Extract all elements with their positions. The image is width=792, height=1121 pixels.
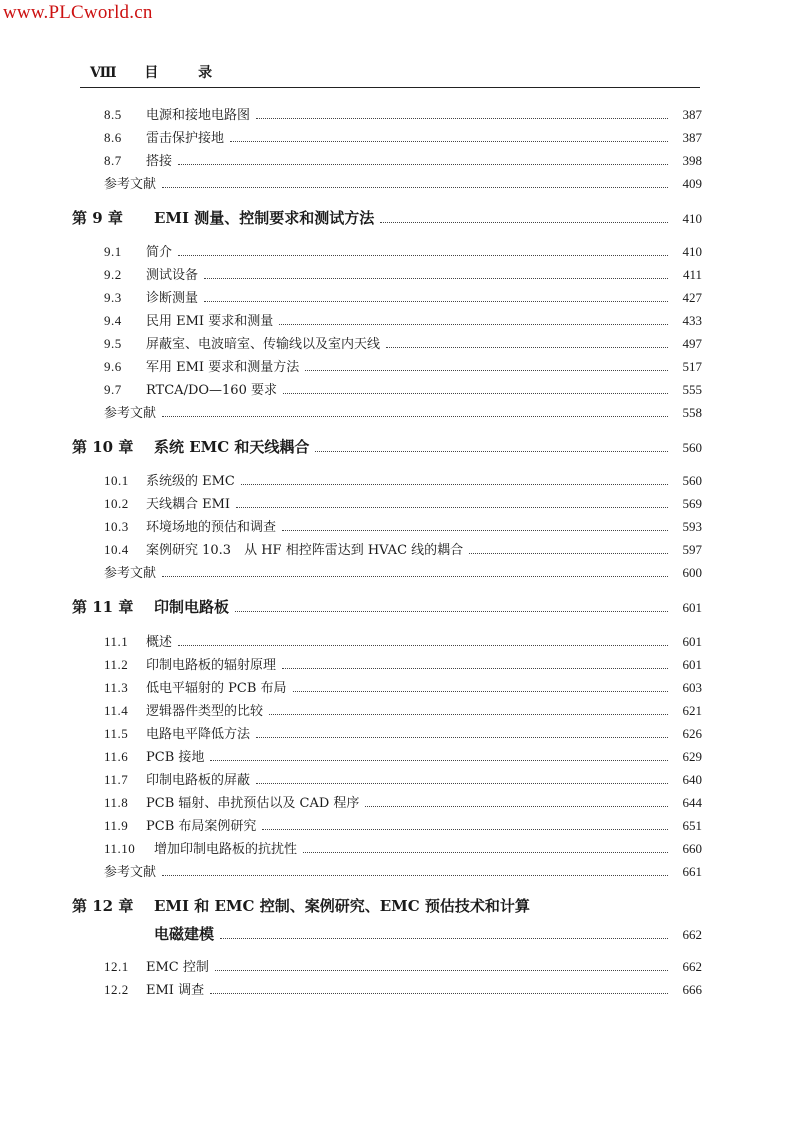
- toc-chapter-number: 第 12 章: [72, 897, 134, 915]
- page-number: 517: [682, 359, 702, 374]
- toc-section-title: 增加印制电路板的抗扰性: [154, 842, 298, 857]
- toc-section-row[interactable]: [104, 104, 702, 123]
- page-number: 621: [682, 703, 702, 718]
- toc-section-title: 简介: [146, 245, 173, 260]
- page-number: 410: [682, 244, 702, 259]
- toc-section-row[interactable]: [104, 979, 702, 998]
- dot-leader: [204, 278, 668, 279]
- page-number: 427: [682, 290, 702, 305]
- toc-chapter-number: 第 10 章: [72, 438, 134, 456]
- toc-section-number: 10.4: [104, 542, 129, 557]
- toc-section-title: 测试设备: [146, 268, 199, 283]
- toc-section-title: 雷击保护接地: [146, 131, 225, 146]
- toc-chapter-number: 第 11 章: [72, 598, 134, 616]
- dot-leader: [162, 576, 668, 577]
- dot-leader: [241, 484, 668, 485]
- toc-section-title: 概述: [146, 635, 173, 650]
- toc-section-title: 搭接: [146, 154, 173, 169]
- dot-leader: [469, 553, 668, 554]
- toc-section-number: 11.8: [104, 795, 129, 810]
- page-number: 603: [682, 680, 702, 695]
- toc-section-row[interactable]: [104, 700, 702, 719]
- page-number: 569: [682, 496, 702, 511]
- page-number: 560: [682, 440, 702, 455]
- toc-references-row[interactable]: [104, 861, 702, 880]
- toc-chapter-title-line: [72, 895, 534, 916]
- page-number: 411: [682, 267, 702, 282]
- dot-leader: [215, 970, 668, 971]
- toc-section-row[interactable]: [104, 654, 702, 673]
- page-number: 644: [682, 795, 702, 810]
- page-number: 601: [682, 634, 702, 649]
- toc-references-row[interactable]: [104, 562, 702, 581]
- dot-leader: [162, 187, 668, 188]
- page-number: 626: [682, 726, 702, 741]
- dot-leader: [235, 611, 668, 612]
- toc-section-number: 9.6: [104, 359, 122, 374]
- toc-section-title: 低电平辐射的 PCB 布局: [146, 681, 287, 696]
- dot-leader: [303, 852, 668, 853]
- dot-leader: [305, 370, 668, 371]
- page-number: 640: [682, 772, 702, 787]
- toc-section-title: PCB 接地: [146, 750, 205, 765]
- page-number: 410: [682, 211, 702, 226]
- toc-section-row[interactable]: [104, 287, 702, 306]
- toc-section-row[interactable]: [104, 677, 702, 696]
- dot-leader: [178, 164, 668, 165]
- toc-chapter-number: 第 9 章: [72, 209, 123, 227]
- toc-section-number: 9.5: [104, 336, 122, 351]
- toc-section-title: 天线耦合 EMI: [146, 497, 231, 512]
- dot-leader: [386, 347, 668, 348]
- dot-leader: [365, 806, 668, 807]
- page-number: 398: [682, 153, 702, 168]
- dot-leader: [162, 416, 668, 417]
- dot-leader: [293, 691, 668, 692]
- toc-section-number: 9.3: [104, 290, 122, 305]
- toc-section-title: PCB 布局案例研究: [146, 819, 257, 834]
- toc-section-row[interactable]: [104, 241, 702, 260]
- toc-section-title: EMC 控制: [146, 960, 209, 975]
- toc-section-title: 军用 EMI 要求和测量方法: [146, 360, 300, 375]
- toc-section-row[interactable]: [104, 310, 702, 329]
- toc-references-row[interactable]: [104, 173, 702, 192]
- dot-leader: [162, 875, 668, 876]
- dot-leader: [204, 301, 668, 302]
- toc-chapter-row[interactable]: [72, 436, 702, 457]
- toc-section-title: 案例研究 10.3 从 HF 相控阵雷达到 HVAC 线的耦合: [146, 543, 464, 558]
- page-number: 387: [682, 107, 702, 122]
- toc-section-row[interactable]: [104, 356, 702, 375]
- page-number: 560: [682, 473, 702, 488]
- toc-references-row[interactable]: [104, 402, 702, 421]
- page-number: 555: [682, 382, 702, 397]
- toc-section-row[interactable]: [104, 493, 702, 512]
- toc-section-row[interactable]: [104, 792, 702, 811]
- watermark-url[interactable]: www.PLCworld.cn: [3, 2, 153, 23]
- toc-section-title: 民用 EMI 要求和测量: [146, 314, 274, 329]
- dot-leader: [220, 938, 668, 939]
- toc-section-title: 电路电平降低方法: [146, 727, 251, 742]
- toc-section-row[interactable]: [104, 264, 702, 283]
- dot-leader: [262, 829, 668, 830]
- dot-leader: [256, 118, 668, 119]
- toc-chapter-row[interactable]: [154, 923, 702, 944]
- dot-leader: [283, 393, 668, 394]
- page-number: 662: [682, 927, 702, 942]
- toc-section-title: EMI 调查: [146, 983, 205, 998]
- toc-chapter-row[interactable]: [72, 596, 702, 617]
- toc-section-title: 印制电路板的辐射原理: [146, 658, 277, 673]
- toc-section-row[interactable]: [104, 150, 702, 169]
- dot-leader: [256, 783, 668, 784]
- toc-section-number: 11.2: [104, 657, 129, 672]
- toc-section-row[interactable]: [104, 746, 702, 765]
- page-number: 409: [682, 176, 702, 191]
- toc-section-number: 8.6: [104, 130, 122, 145]
- page-number: 601: [682, 657, 702, 672]
- toc-section-row[interactable]: [104, 127, 702, 146]
- toc-section-number: 9.1: [104, 244, 122, 259]
- toc-section-row[interactable]: [104, 838, 702, 857]
- toc-section-number: 11.6: [104, 749, 129, 764]
- dot-leader: [269, 714, 668, 715]
- toc-section-number: 8.7: [104, 153, 122, 168]
- toc-section-row[interactable]: [104, 769, 702, 788]
- page-number: 661: [682, 864, 702, 879]
- dot-leader: [178, 255, 668, 256]
- toc-section-number: 9.4: [104, 313, 122, 328]
- toc-section-title: 参考文献: [104, 177, 157, 192]
- toc-section-title: 诊断测量: [146, 291, 199, 306]
- toc-section-row[interactable]: [104, 379, 702, 398]
- toc-section-title: 参考文献: [104, 865, 157, 880]
- page-number: 387: [682, 130, 702, 145]
- toc-section-number: 11.1: [104, 634, 129, 649]
- toc-section-number: 11.9: [104, 818, 129, 833]
- toc-section-number: 10.1: [104, 473, 129, 488]
- page-number: 666: [682, 982, 702, 997]
- toc-section-row[interactable]: [104, 333, 702, 352]
- toc-section-title: 逻辑器件类型的比较: [146, 704, 264, 719]
- dot-leader: [210, 993, 668, 994]
- toc-chapter-title: 印制电路板: [154, 598, 230, 616]
- toc-chapter-title: EMI 测量、控制要求和测试方法: [154, 209, 375, 227]
- page-number: 597: [682, 542, 702, 557]
- toc-section-number: 9.2: [104, 267, 122, 282]
- toc-chapter-title: 系统 EMC 和天线耦合: [154, 438, 310, 456]
- page-number: 660: [682, 841, 702, 856]
- toc-section-row[interactable]: [104, 516, 702, 535]
- toc-chapter-row[interactable]: [72, 207, 702, 228]
- dot-leader: [256, 737, 668, 738]
- toc-section-title: 电源和接地电路图: [146, 108, 251, 123]
- toc-section-title: 参考文献: [104, 406, 157, 421]
- dot-leader: [210, 760, 668, 761]
- toc-section-number: 12.1: [104, 959, 129, 974]
- page-number: 662: [682, 959, 702, 974]
- toc-section-title: 印制电路板的屏蔽: [146, 773, 251, 788]
- toc-section-number: 11.5: [104, 726, 129, 741]
- page-number: 497: [682, 336, 702, 351]
- toc-section-row[interactable]: [104, 815, 702, 834]
- header-page-roman: Ⅷ: [90, 65, 117, 81]
- toc-section-number: 10.2: [104, 496, 129, 511]
- header-label-2: 录: [198, 65, 213, 81]
- toc-section-row[interactable]: [104, 723, 702, 742]
- toc-section-row[interactable]: [104, 956, 702, 975]
- header-label-1: 目: [144, 65, 159, 81]
- toc-section-number: 9.7: [104, 382, 122, 397]
- toc-chapter-title: EMI 和 EMC 控制、案例研究、EMC 预估技术和计算: [154, 897, 530, 915]
- toc-section-number: 10.3: [104, 519, 129, 534]
- toc-section-number: 8.5: [104, 107, 122, 122]
- toc-section-title: PCB 辐射、串扰预估以及 CAD 程序: [146, 796, 360, 811]
- dot-leader: [178, 645, 668, 646]
- dot-leader: [282, 668, 668, 669]
- toc-section-title: 环境场地的预估和调查: [146, 520, 277, 535]
- dot-leader: [380, 222, 668, 223]
- dot-leader: [230, 141, 668, 142]
- dot-leader: [282, 530, 668, 531]
- dot-leader: [236, 507, 668, 508]
- page-number: 593: [682, 519, 702, 534]
- toc-chapter-title-continued: 电磁建模: [154, 925, 215, 943]
- toc-section-row[interactable]: [104, 631, 702, 650]
- dot-leader: [279, 324, 668, 325]
- toc-section-title: RTCA/DO—160 要求: [146, 383, 277, 398]
- page-number: 629: [682, 749, 702, 764]
- page-number: 601: [682, 600, 702, 615]
- toc-section-number: 12.2: [104, 982, 129, 997]
- page-number: 433: [682, 313, 702, 328]
- toc-section-row[interactable]: [104, 470, 702, 489]
- toc-section-title: 系统级的 EMC: [146, 474, 235, 489]
- page-number: 651: [682, 818, 702, 833]
- toc-section-number: 11.7: [104, 772, 129, 787]
- toc-section-number: 11.10: [104, 841, 136, 856]
- toc-section-title: 屏蔽室、电波暗室、传输线以及室内天线: [146, 337, 381, 352]
- toc-section-row[interactable]: [104, 539, 702, 558]
- dot-leader: [315, 451, 668, 452]
- page-number: 600: [682, 565, 702, 580]
- page-number: 558: [682, 405, 702, 420]
- toc-section-number: 11.3: [104, 680, 129, 695]
- toc-section-title: 参考文献: [104, 566, 157, 581]
- toc-section-number: 11.4: [104, 703, 129, 718]
